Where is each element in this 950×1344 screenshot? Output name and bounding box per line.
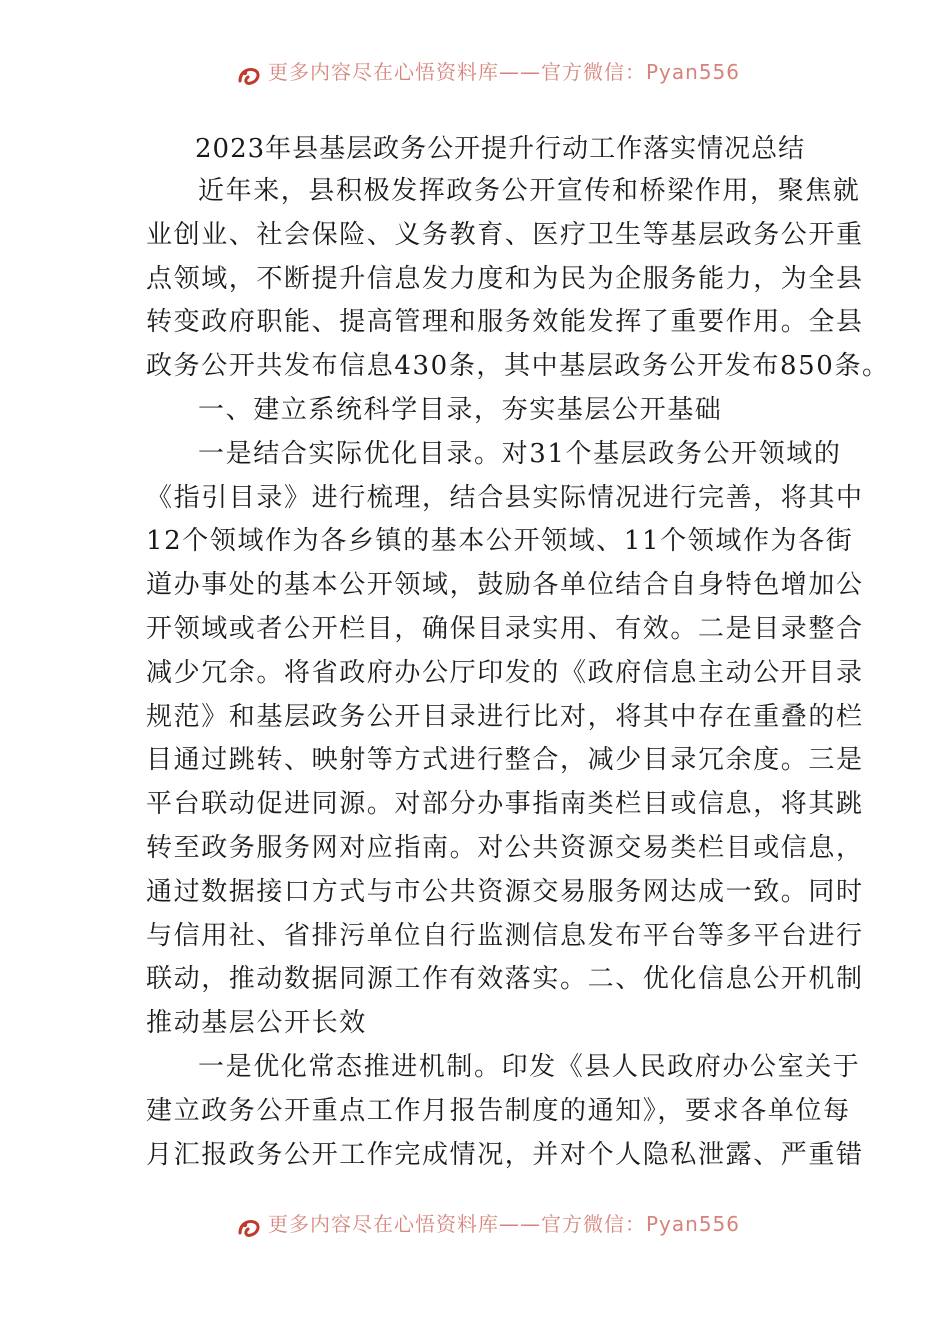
- text-line: 道办事处的基本公开领域，鼓励各单位结合自身特色增加公: [146, 570, 864, 601]
- text-line: 建立政务公开重点工作月报告制度的通知》，要求各单位每: [146, 1095, 851, 1126]
- document-body: [146, 170, 890, 1177]
- text-line: 规范》和基层政务公开目录进行比对，将其中存在重叠的栏: [146, 701, 864, 732]
- footer-watermark: [0, 1204, 950, 1244]
- text-line: 一是结合实际优化目录。对31个基层政务公开领域的: [198, 438, 842, 469]
- logo-icon: [236, 1215, 262, 1241]
- text-line: 减少冗余。将省政府办公厅印发的《政府信息主动公开目录: [146, 657, 864, 688]
- text-line: 近年来，县积极发挥政务公开宣传和桥梁作用，聚焦就: [198, 176, 861, 206]
- text-line: 推动基层公开长效: [146, 1008, 367, 1039]
- text-line: 平台联动促进同源。对部分办事指南类栏目或信息，将其跳: [146, 789, 864, 820]
- logo-icon: [236, 63, 262, 89]
- text-line: 联动，推动数据同源工作有效落实。二、优化信息公开机制: [146, 964, 864, 995]
- text-line: 点领域，不断提升信息发力度和为民为企服务能力，为全县: [146, 263, 864, 294]
- text-line: 业创业、社会保险、义务教育、医疗卫生等基层政务公开重: [146, 219, 864, 250]
- header-watermark: [0, 52, 950, 92]
- text-line: 12个领域作为各乡镇的基本公开领域、11个领域作为各街: [146, 526, 854, 557]
- text-line: 转变政府职能、提高管理和服务效能发挥了重要作用。全县: [146, 307, 864, 338]
- text-line: 通过数据接口方式与市公共资源交易服务网达成一致。同时: [146, 876, 864, 907]
- text-line: 开领域或者公开栏目，确保目录实用、有效。二是目录整合: [146, 613, 864, 644]
- document-title: 2023年县基层政务公开提升行动工作落实情况总结: [195, 134, 806, 164]
- text-line: 《指引目录》进行梳理，结合县实际情况进行完善，将其中: [146, 482, 864, 513]
- text-line: 月汇报政务公开工作完成情况，并对个人隐私泄露、严重错: [146, 1139, 864, 1170]
- text-line: 目通过跳转、映射等方式进行整合，减少目录冗余度。三是: [146, 745, 864, 776]
- text-line: 一、建立系统科学目录，夯实基层公开基础: [198, 394, 723, 425]
- text-line: 一是优化常态推进机制。印发《县人民政府办公室关于: [198, 1051, 861, 1082]
- text-line: 转至政务服务网对应指南。对公共资源交易类栏目或信息，: [146, 832, 864, 863]
- text-line: 政务公开共发布信息430条，其中基层政务公开发布850条。: [146, 351, 890, 382]
- watermark-text: 更多内容尽在心悟资料库——官方微信：Pyan556: [268, 1211, 741, 1236]
- watermark-text: 更多内容尽在心悟资料库——官方微信：Pyan556: [268, 59, 741, 84]
- text-line: 与信用社、省排污单位自行监测信息发布平台等多平台进行: [146, 920, 864, 951]
